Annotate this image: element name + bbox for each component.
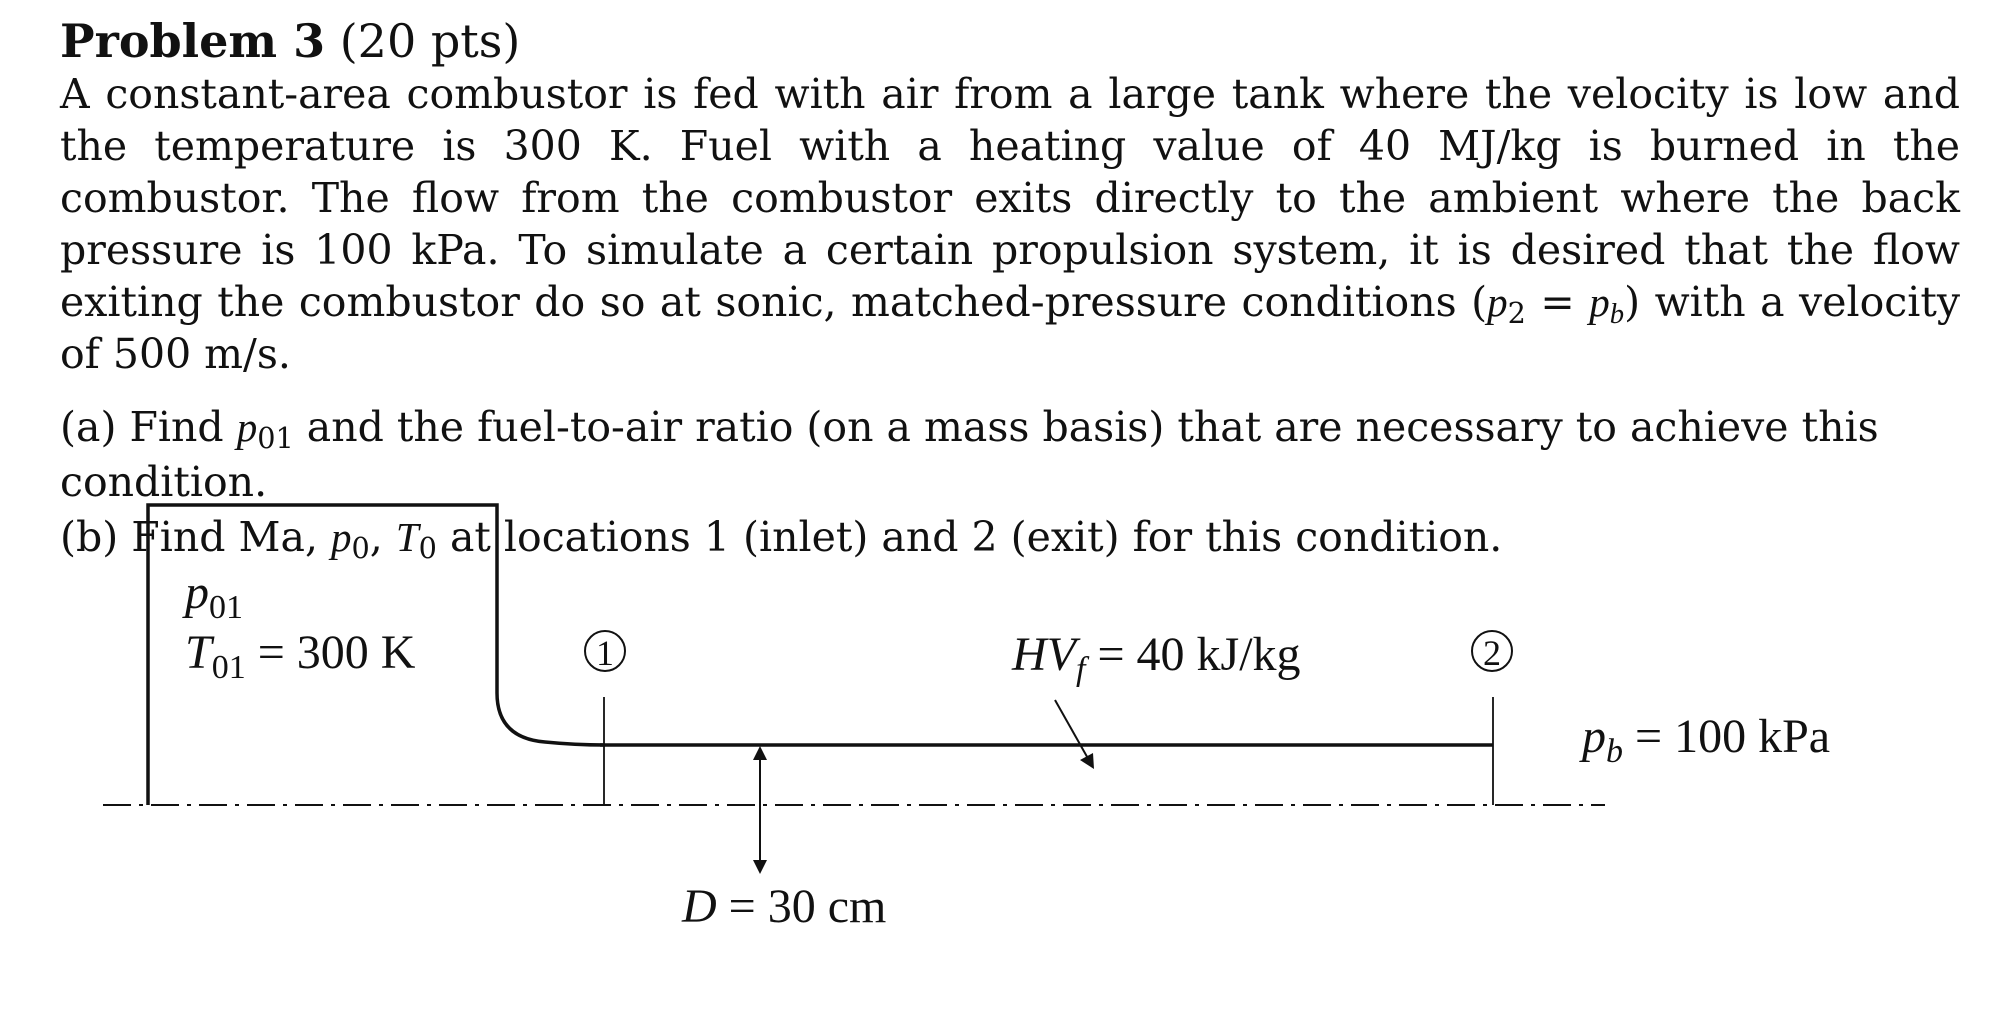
heating-value-label — [1011, 628, 1301, 688]
hv-var: HV — [1012, 628, 1076, 681]
station-2-label: 2 — [1483, 633, 1501, 673]
part-a-var: p — [236, 404, 258, 450]
diameter-label — [681, 880, 886, 933]
part-a-suffix: and the fuel-to-air ratio (on a mass basis) that are necessary to achieve this condition. — [60, 403, 1879, 506]
part-b-var2: T — [395, 514, 419, 560]
part-b-var1: p — [331, 514, 352, 560]
part-a-prefix: (a) Find — [60, 403, 237, 451]
condition-sub-left: 2 — [1507, 296, 1526, 331]
d-value: = 30 cm — [716, 880, 887, 933]
tank-p-var: p — [185, 566, 209, 619]
problem-points: (20 pts) — [339, 14, 521, 68]
tank-T-var: T — [185, 626, 212, 679]
part-a-sub: 01 — [257, 421, 294, 456]
statement-text: A constant-area combustor is fed with air from a large tank where the velocity is low and the temperature is 300 K. Fuel with a heating value of 40 MJ/kg is burned in the combustor. The flow from the combustor exits directly to the ambient where the back pressure is 100 kPa. To simulate a certain propulsion system, it is desired that the flow exiting the combustor do so at sonic, matched-pressure conditions — [60, 70, 1960, 326]
condition-equals: = — [1525, 278, 1590, 326]
part-b-sub2: 0 — [418, 531, 437, 566]
condition-sub-right: b — [1609, 298, 1625, 331]
hv-sub: f — [1075, 651, 1086, 688]
problem-title: Problem 3 — [60, 14, 326, 68]
part-b-suffix: at locations 1 (inlet) and 2 (exit) for this condition. — [436, 513, 1503, 561]
back-pressure-label — [1579, 710, 1830, 770]
part-b-sub1: 0 — [351, 531, 370, 566]
d-var: D — [682, 880, 717, 933]
tank-T-sub: 01 — [211, 649, 246, 686]
part-b-prefix: (b) Find Ma, — [60, 513, 332, 561]
hv-value: = 40 kJ/kg — [1085, 628, 1301, 681]
heating-value-pointer-line — [1055, 700, 1090, 762]
diameter-arrow-down-head — [753, 860, 767, 874]
tank-p-sub: 01 — [209, 589, 243, 626]
pb-var: p — [1582, 710, 1606, 763]
condition-var-left: p — [1487, 279, 1508, 325]
pb-sub: b — [1606, 733, 1623, 770]
station-1-label: 1 — [596, 633, 614, 673]
tank-pressure-label — [182, 566, 243, 626]
part-b: (b) Find Ma, $p_0$, $T_0$ at locations 1 (inlet) and 2 (exit) for this condition. — [60, 513, 1503, 566]
tank-temperature-label — [185, 626, 416, 686]
statement-tail: with a velocity of 500 m/s. — [60, 278, 1960, 378]
problem-statement: A constant-area combustor is fed with air from a large tank where the velocity is low and the temperature is 300 K. Fuel with a heating value of 40 MJ/kg is burned in the combustor. The flow from the combustor exits directly to the ambient where the back pressure is 100 kPa. To simulate a certain propulsion system, it is desired that the flow exiting the combustor do so at sonic, matched-pressure conditions $(p_2 = p_b)$ with a velocity of 500 m/s. — [60, 70, 1960, 378]
diameter-arrow-up-head — [753, 746, 767, 760]
pb-value: = 100 kPa — [1623, 710, 1831, 763]
condition-var-right: p — [1589, 279, 1610, 325]
tank-T-value: = 300 K — [245, 626, 416, 679]
